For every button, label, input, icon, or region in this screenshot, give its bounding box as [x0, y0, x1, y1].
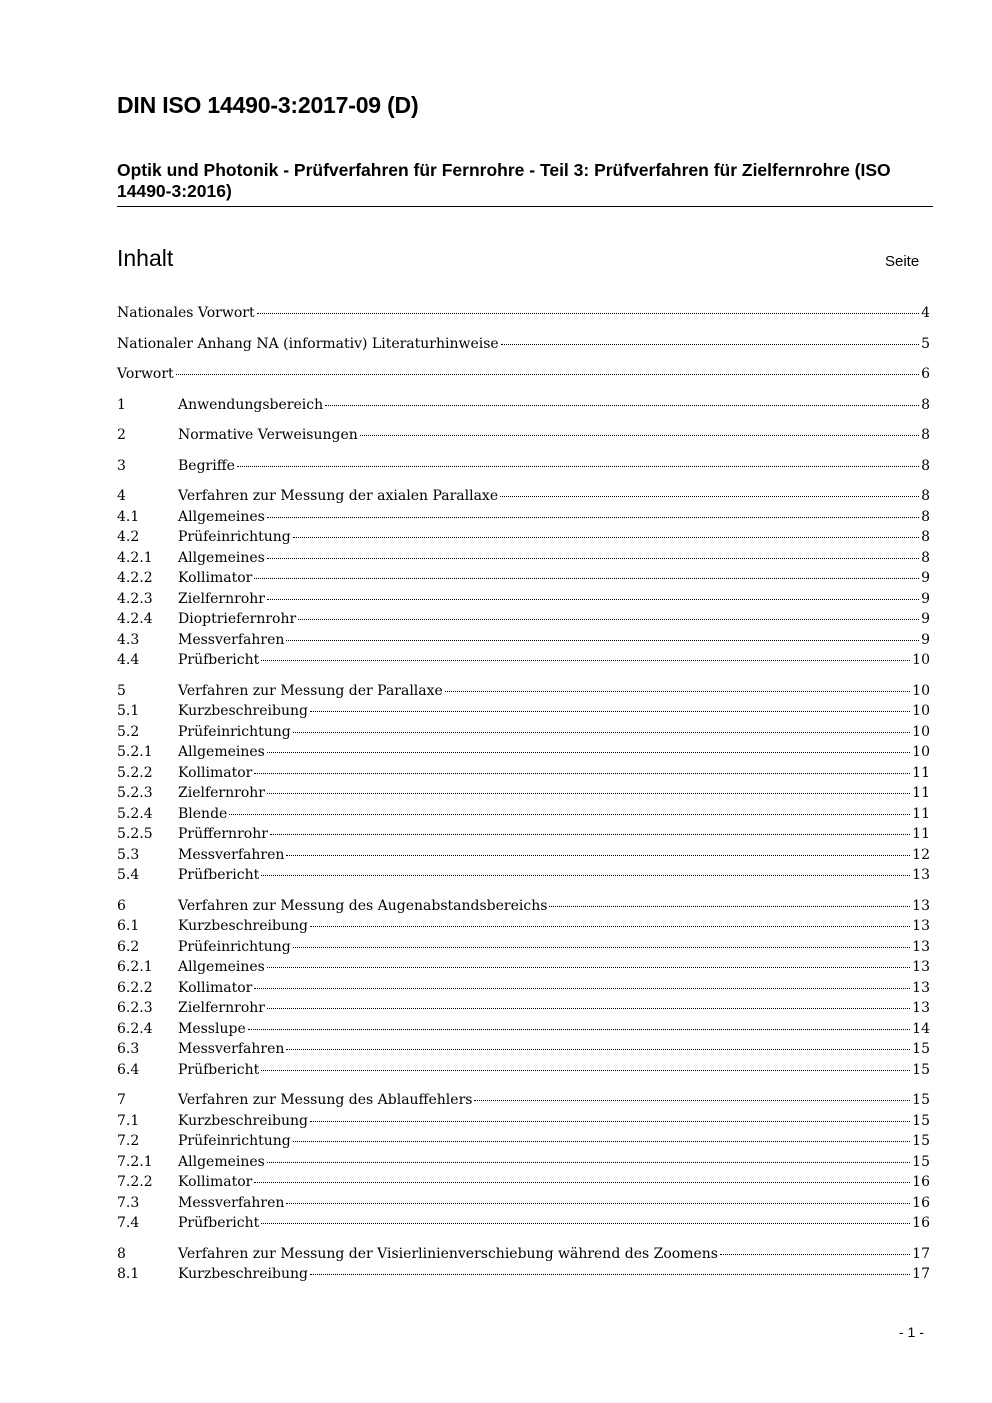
toc-entry[interactable] [117, 681, 930, 701]
toc-entry[interactable] [117, 957, 930, 977]
toc-entry-title: Kurzbeschreibung [178, 703, 308, 719]
toc-dot-leader [310, 926, 910, 927]
toc-dot-leader [257, 313, 920, 314]
toc-entry-page: 15 [912, 1041, 930, 1057]
toc-entry-title: Begriffe [178, 458, 235, 474]
toc-entry-title: Kurzbeschreibung [178, 918, 308, 934]
toc-entry-number: 3 [117, 458, 126, 474]
toc-entry-page: 14 [912, 1021, 930, 1037]
toc-entry-number: 4.2 [117, 529, 140, 545]
toc-entry[interactable] [117, 425, 930, 445]
toc-entry-title: Allgemeines [178, 509, 265, 525]
toc-entry-title: Kollimator [178, 570, 253, 586]
toc-entry-page: 15 [912, 1092, 930, 1108]
toc-entry-number: 7.2 [117, 1133, 140, 1149]
toc-entry-title: Messlupe [178, 1021, 246, 1037]
toc-entry-number: 4.2.1 [117, 550, 153, 566]
toc-entry-page: 17 [912, 1266, 930, 1282]
toc-entry-page: 11 [912, 806, 930, 822]
toc-entry-title: Verfahren zur Messung der Visierlinienverschiebung während des Zoomens [178, 1246, 718, 1262]
toc-dot-leader [248, 1029, 910, 1030]
toc-entry-number: 6.4 [117, 1062, 140, 1078]
toc-entry-title: Kollimator [178, 765, 253, 781]
toc-entry[interactable] [117, 998, 930, 1018]
toc-entry[interactable] [117, 548, 930, 568]
toc-dot-leader [549, 906, 910, 907]
toc-dot-leader [720, 1254, 910, 1255]
toc-dot-leader [286, 1203, 910, 1204]
toc-dot-leader [267, 517, 919, 518]
toc-entry-number: 5.1 [117, 703, 140, 719]
toc-entry-page: 11 [912, 785, 930, 801]
toc-entry-page: 13 [912, 898, 930, 914]
toc-entry-number: 1 [117, 397, 126, 413]
toc-entry-title: Prüffernrohr [178, 826, 268, 842]
toc-dot-leader [267, 752, 910, 753]
toc-entry[interactable] [117, 456, 930, 476]
toc-entry-title: Nationaler Anhang NA (informativ) Literaturhinweise [117, 336, 499, 352]
toc-entry[interactable] [117, 937, 930, 957]
toc-entry[interactable] [117, 1244, 930, 1264]
toc-entry-title: Allgemeines [178, 744, 265, 760]
toc-entry-title: Zielfernrohr [178, 1000, 265, 1016]
toc-entry-page: 13 [912, 918, 930, 934]
toc-dot-leader [270, 834, 910, 835]
toc-entry-title: Verfahren zur Messung des Ablauffehlers [178, 1092, 473, 1108]
toc-dot-leader [261, 875, 910, 876]
toc-entry-number: 7.4 [117, 1215, 140, 1231]
toc-entry-number: 4.1 [117, 509, 140, 525]
toc-entry-title: Verfahren zur Messung des Augenabstandsbereichs [178, 898, 548, 914]
toc-entry[interactable] [117, 1060, 930, 1080]
toc-entry-title: Kollimator [178, 980, 253, 996]
toc-entry-title: Messverfahren [178, 632, 285, 648]
toc-entry-title: Prüfbericht [178, 652, 260, 668]
toc-entry-title: Zielfernrohr [178, 785, 265, 801]
toc-entry[interactable] [117, 1152, 930, 1172]
toc-entry-number: 6.3 [117, 1041, 140, 1057]
toc-entry[interactable] [117, 1039, 930, 1059]
toc-entry-page: 9 [921, 591, 930, 607]
toc-entry-number: 8.1 [117, 1266, 140, 1282]
toc-entry-page: 5 [921, 336, 930, 352]
toc-dot-leader [474, 1100, 910, 1101]
toc-entry-title: Normative Verweisungen [178, 427, 358, 443]
toc-dot-leader [261, 660, 910, 661]
toc-entry-page: 6 [921, 366, 930, 382]
toc-entry-number: 6 [117, 898, 126, 914]
toc-entry-page: 15 [912, 1113, 930, 1129]
toc-entry-title: Nationales Vorwort [117, 305, 255, 321]
toc-entry[interactable] [117, 1213, 930, 1233]
toc-entry[interactable] [117, 589, 930, 609]
toc-dot-leader [501, 344, 919, 345]
toc-entry[interactable] [117, 1090, 930, 1110]
toc-dot-leader [254, 578, 919, 579]
toc-entry[interactable] [117, 364, 930, 384]
toc-entry[interactable] [117, 804, 930, 824]
toc-entry-page: 13 [912, 1000, 930, 1016]
toc-entry-title: Messverfahren [178, 1041, 285, 1057]
toc-entry-title: Verfahren zur Messung der Parallaxe [178, 683, 443, 699]
toc-entry-page: 10 [912, 703, 930, 719]
toc-entry-title: Prüfbericht [178, 1215, 260, 1231]
toc-dot-leader [254, 1182, 910, 1183]
toc-entry-title: Allgemeines [178, 550, 265, 566]
toc-entry-page: 16 [912, 1195, 930, 1211]
toc-heading: Inhalt [117, 245, 174, 271]
toc-entry[interactable] [117, 978, 930, 998]
toc-entry[interactable] [117, 1264, 930, 1284]
toc-dot-leader [254, 988, 910, 989]
toc-entry-title: Dioptriefernrohr [178, 611, 297, 627]
toc-entry-number: 5.3 [117, 847, 140, 863]
toc-entry[interactable] [117, 1193, 930, 1213]
toc-entry[interactable] [117, 865, 930, 885]
toc-entry-title: Prüfeinrichtung [178, 939, 291, 955]
toc-entry[interactable] [117, 742, 930, 762]
toc-entry-title: Kurzbeschreibung [178, 1113, 308, 1129]
toc-entry-title: Prüfeinrichtung [178, 724, 291, 740]
toc-entry-number: 7.2.2 [117, 1174, 153, 1190]
toc-entry-page: 13 [912, 939, 930, 955]
toc-entry-title: Zielfernrohr [178, 591, 265, 607]
toc-dot-leader [286, 640, 919, 641]
toc-dot-leader [298, 619, 919, 620]
toc-entry[interactable] [117, 1172, 930, 1192]
toc-entry-number: 7.3 [117, 1195, 140, 1211]
toc-dot-leader [267, 967, 910, 968]
toc-entry-page: 13 [912, 959, 930, 975]
toc-entry-page: 16 [912, 1215, 930, 1231]
toc-entry[interactable] [117, 630, 930, 650]
toc-entry-page: 13 [912, 980, 930, 996]
toc-entry-number: 4.4 [117, 652, 140, 668]
toc-entry[interactable] [117, 916, 930, 936]
toc-entry-page: 8 [921, 397, 930, 413]
toc-entry-title: Allgemeines [178, 959, 265, 975]
toc-entry-number: 7.1 [117, 1113, 140, 1129]
toc-dot-leader [325, 405, 919, 406]
toc-dot-leader [176, 374, 919, 375]
toc-entry[interactable] [117, 1131, 930, 1151]
toc-entry-page: 11 [912, 826, 930, 842]
toc-entry-title: Messverfahren [178, 847, 285, 863]
toc-dot-leader [286, 855, 910, 856]
toc-entry-number: 4.2.4 [117, 611, 153, 627]
toc-entry[interactable] [117, 783, 930, 803]
toc-entry-number: 4.2.2 [117, 570, 153, 586]
toc-entry-page: 15 [912, 1133, 930, 1149]
toc-dot-leader [267, 1008, 910, 1009]
toc-entry-number: 7.2.1 [117, 1154, 153, 1170]
toc-dot-leader [310, 1121, 910, 1122]
toc-entry-page: 8 [921, 427, 930, 443]
toc-entry-number: 6.2.4 [117, 1021, 153, 1037]
toc-entry-number: 4 [117, 488, 126, 504]
toc-dot-leader [267, 793, 910, 794]
toc-entry[interactable] [117, 896, 930, 916]
toc-entry[interactable] [117, 395, 930, 415]
toc-entry-page: 16 [912, 1174, 930, 1190]
toc-entry[interactable] [117, 527, 930, 547]
toc-entry-number: 5.2.5 [117, 826, 153, 842]
toc-entry-title: Kurzbeschreibung [178, 1266, 308, 1282]
toc-entry-page: 9 [921, 611, 930, 627]
toc-entry-number: 5.2.3 [117, 785, 153, 801]
toc-dot-leader [310, 711, 910, 712]
toc-entry-title: Anwendungsbereich [178, 397, 324, 413]
toc-entry-title: Prüfeinrichtung [178, 529, 291, 545]
toc-entry-page: 4 [921, 305, 930, 321]
toc-dot-leader [229, 814, 910, 815]
toc-entry-title: Prüfeinrichtung [178, 1133, 291, 1149]
toc-entry[interactable] [117, 824, 930, 844]
document-title: DIN ISO 14490-3:2017-09 (D) [117, 92, 419, 118]
title-divider [117, 206, 933, 207]
page-number: - 1 - [899, 1324, 924, 1340]
toc-entry[interactable] [117, 568, 930, 588]
toc-entry-page: 13 [912, 867, 930, 883]
toc-entry-number: 6.2 [117, 939, 140, 955]
toc-dot-leader [254, 773, 910, 774]
toc-entry-page: 15 [912, 1154, 930, 1170]
toc-entry-page: 8 [921, 488, 930, 504]
toc-entry[interactable] [117, 334, 930, 354]
toc-dot-leader [293, 537, 919, 538]
toc-dot-leader [237, 466, 919, 467]
toc-entry-page: 8 [921, 550, 930, 566]
toc-dot-leader [293, 947, 910, 948]
toc-entry-page: 9 [921, 632, 930, 648]
toc-entry-number: 5.2.1 [117, 744, 153, 760]
toc-entry-page: 10 [912, 683, 930, 699]
toc-entry-number: 6.2.2 [117, 980, 153, 996]
toc-entry[interactable] [117, 701, 930, 721]
toc-entry-page: 9 [921, 570, 930, 586]
toc-entry-number: 7 [117, 1092, 126, 1108]
toc-dot-leader [360, 435, 919, 436]
toc-entry[interactable] [117, 507, 930, 527]
toc-entry-title: Allgemeines [178, 1154, 265, 1170]
toc-dot-leader [261, 1070, 910, 1071]
toc-entry-page: 8 [921, 458, 930, 474]
toc-page-column-heading: Seite [885, 253, 920, 270]
toc-entry[interactable] [117, 609, 930, 629]
toc-dot-leader [286, 1049, 910, 1050]
toc-dot-leader [293, 732, 910, 733]
toc-dot-leader [500, 496, 919, 497]
toc-entry[interactable] [117, 1019, 930, 1039]
toc-dot-leader [267, 599, 919, 600]
document-subtitle: Optik und Photonik - Prüfverfahren für Fernrohre - Teil 3: Prüfverfahren für Zielfernrohre (ISO 14490-3:2016) [117, 160, 891, 201]
toc-entry-number: 8 [117, 1246, 126, 1262]
toc-entry-number: 6.2.1 [117, 959, 153, 975]
toc-entry-page: 12 [912, 847, 930, 863]
toc-entry-page: 11 [912, 765, 930, 781]
toc-entry-page: 10 [912, 744, 930, 760]
toc-entry-title: Vorwort [117, 366, 174, 382]
toc-entry[interactable] [117, 486, 930, 506]
toc-entry-page: 10 [912, 724, 930, 740]
toc-entry-number: 6.2.3 [117, 1000, 153, 1016]
toc-entry-title: Prüfbericht [178, 867, 260, 883]
toc-entry-page: 17 [912, 1246, 930, 1262]
toc-entry-number: 5.2.2 [117, 765, 153, 781]
toc-entry[interactable] [117, 303, 930, 323]
toc-entry-page: 8 [921, 529, 930, 545]
toc-entry[interactable] [117, 722, 930, 742]
toc-entry-title: Verfahren zur Messung der axialen Parallaxe [178, 488, 499, 504]
toc-entry-number: 4.2.3 [117, 591, 153, 607]
toc-entry-number: 5.4 [117, 867, 140, 883]
toc-entry-number: 5.2.4 [117, 806, 153, 822]
toc-entry-page: 8 [921, 509, 930, 525]
toc-entry-number: 2 [117, 427, 126, 443]
toc-entry-title: Messverfahren [178, 1195, 285, 1211]
toc-entry-number: 6.1 [117, 918, 140, 934]
toc-entry[interactable] [117, 763, 930, 783]
toc-entry-number: 5.2 [117, 724, 140, 740]
toc-entry[interactable] [117, 845, 930, 865]
toc-entry-title: Kollimator [178, 1174, 253, 1190]
toc-dot-leader [310, 1274, 910, 1275]
toc-entry-title: Blende [178, 806, 228, 822]
toc-dot-leader [261, 1223, 910, 1224]
toc-entry[interactable] [117, 650, 930, 670]
toc-entry-page: 15 [912, 1062, 930, 1078]
toc-entry-number: 5 [117, 683, 126, 699]
toc-entry-page: 10 [912, 652, 930, 668]
toc-dot-leader [293, 1141, 910, 1142]
toc-entry-title: Prüfbericht [178, 1062, 260, 1078]
toc-dot-leader [267, 1162, 910, 1163]
toc-entry[interactable] [117, 1111, 930, 1131]
toc-entry-number: 4.3 [117, 632, 140, 648]
toc-dot-leader [445, 691, 910, 692]
toc-dot-leader [267, 558, 919, 559]
